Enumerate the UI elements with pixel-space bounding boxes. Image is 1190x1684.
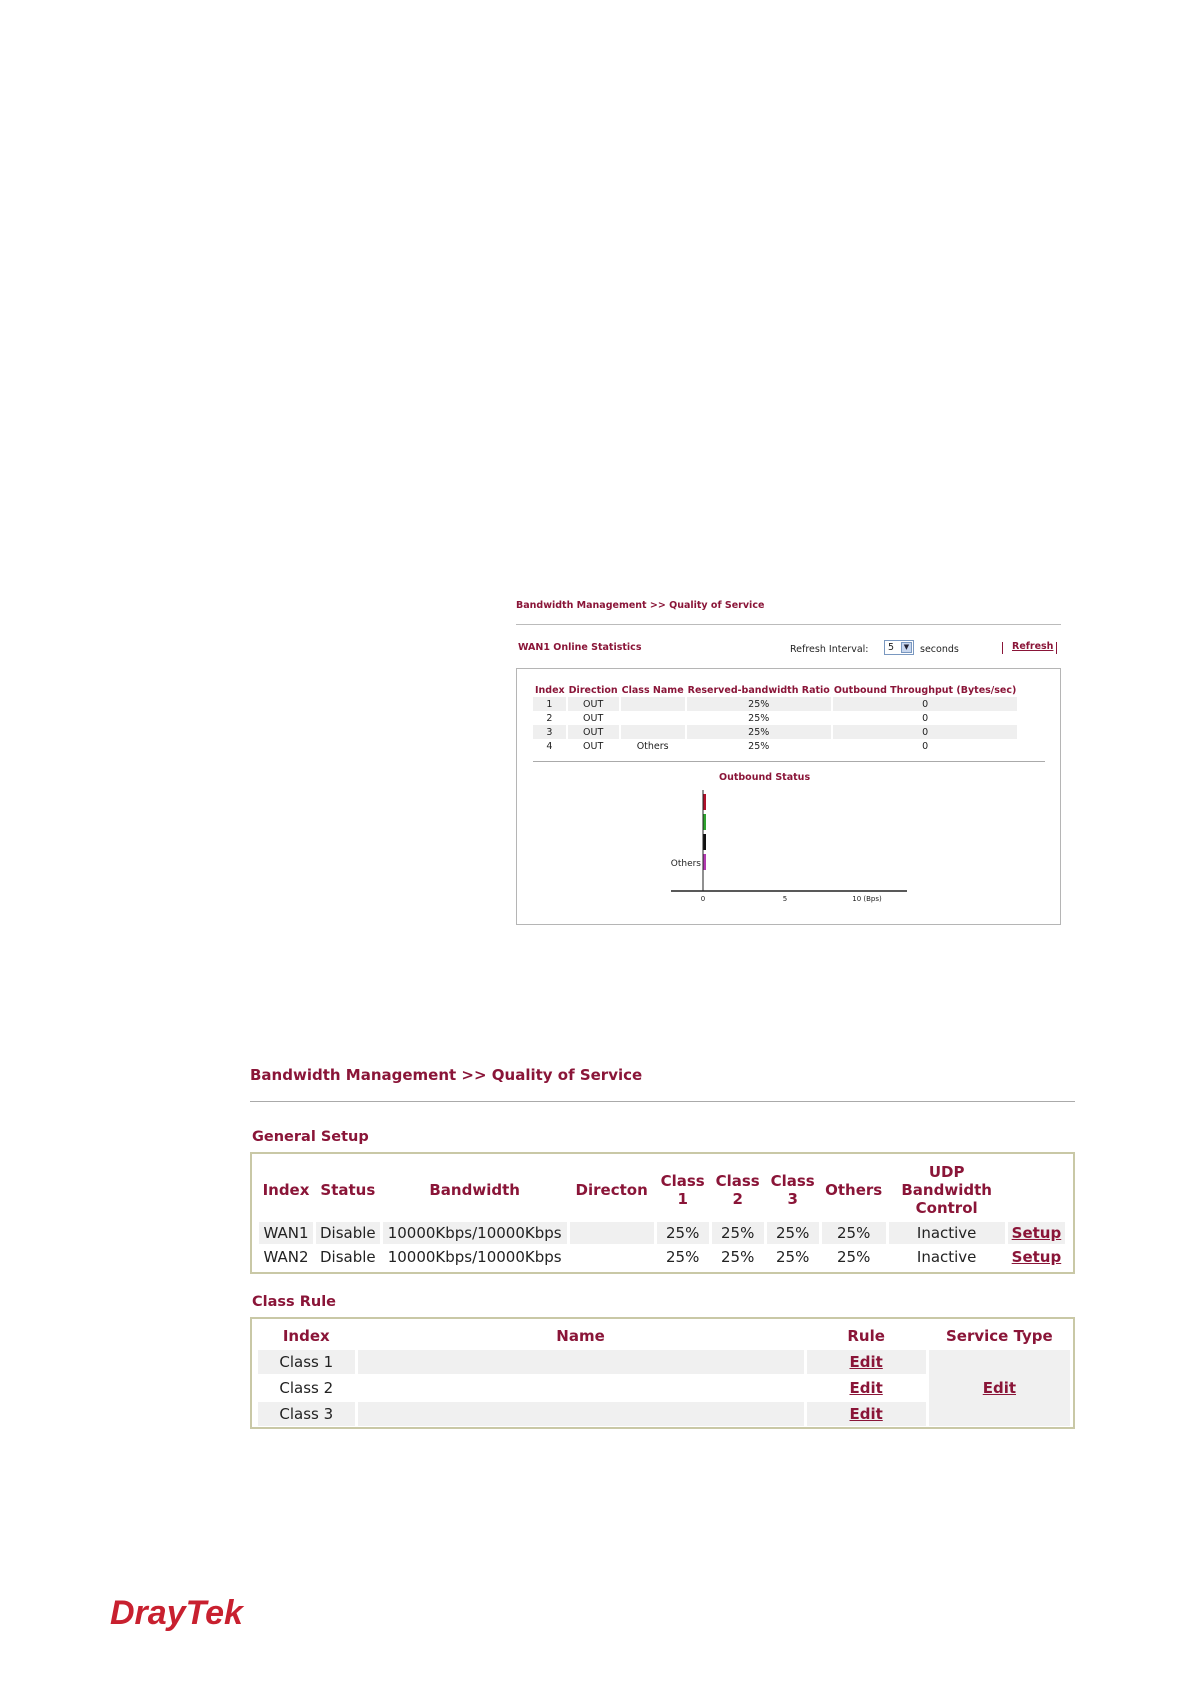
col-direction: Direction: [568, 684, 618, 696]
general-setup-title: General Setup: [252, 1129, 369, 1145]
statistics-table: [533, 683, 1019, 753]
cell-class-3: 25%: [767, 1222, 819, 1244]
col-throughput: Outbound Throughput (Bytes/sec): [833, 684, 1017, 696]
cell-index: Class 2: [279, 1379, 334, 1397]
table-row: [533, 739, 1018, 753]
col-status: Status: [320, 1181, 376, 1199]
qos-settings-screenshot: [250, 1066, 1075, 1446]
col-udp-line3: Control: [915, 1199, 978, 1217]
cell-ratio: 25%: [686, 711, 832, 725]
general-setup-table: [256, 1158, 1068, 1270]
draytek-logo: [110, 1592, 260, 1636]
col-bandwidth: Bandwidth: [429, 1181, 520, 1199]
table-row: [533, 711, 1018, 725]
chart-category-label: Others: [670, 859, 701, 869]
rule-edit-link-class-2[interactable]: Edit: [849, 1379, 883, 1397]
cell-class-name: Others: [620, 739, 686, 753]
divider: [1056, 642, 1057, 654]
class-rule-title: Class Rule: [252, 1294, 336, 1310]
cell-index: WAN2: [263, 1248, 309, 1266]
refresh-interval-label: Refresh Interval:: [790, 644, 869, 655]
class-rule-panel: [250, 1317, 1075, 1429]
breadcrumb: Bandwidth Management >> Quality of Service: [516, 600, 765, 611]
cell-throughput: 0: [832, 725, 1019, 739]
service-type-edit-link[interactable]: Edit: [982, 1379, 1017, 1397]
cell-direction: OUT: [567, 711, 620, 725]
cell-class-2: 25%: [720, 1248, 755, 1266]
cell-class-name: [620, 725, 686, 739]
cell-index: Class 1: [258, 1350, 355, 1374]
logo-text: DrayTek: [110, 1594, 243, 1632]
table-row: [259, 1222, 1065, 1244]
cell-others: 25%: [836, 1248, 871, 1266]
breadcrumb: Bandwidth Management >> Quality of Service: [250, 1066, 643, 1084]
chart-x-tick-label: 0: [700, 895, 706, 903]
col-class-1-line2: 1: [677, 1190, 688, 1208]
cell-direction: OUT: [567, 739, 620, 753]
col-action: [1008, 1160, 1066, 1220]
divider: [516, 624, 1061, 625]
cell-status: Disable: [320, 1248, 376, 1266]
rule-edit-link-class-3[interactable]: Edit: [849, 1405, 883, 1423]
cell-status: Disable: [316, 1222, 380, 1244]
cell-throughput: 0: [832, 739, 1019, 753]
cell-name: [358, 1376, 804, 1400]
table-row: [533, 725, 1018, 739]
col-udp-line1: UDP: [928, 1163, 965, 1181]
col-class-name: Class Name: [621, 684, 684, 696]
col-index: Index: [535, 684, 565, 696]
wan1-statistics-screenshot: [516, 600, 1061, 930]
col-rule: Rule: [847, 1327, 885, 1345]
rule-edit-link-class-1[interactable]: Edit: [849, 1353, 883, 1371]
cell-udp: Inactive: [916, 1248, 977, 1266]
cell-ratio: 25%: [686, 739, 832, 753]
cell-others: 25%: [822, 1222, 886, 1244]
col-class-2-line1: Class: [715, 1172, 760, 1190]
cell-direction: OUT: [567, 725, 620, 739]
col-index: Index: [282, 1327, 330, 1345]
cell-name: [358, 1402, 804, 1426]
draytek-logo-graphic: [110, 1592, 260, 1632]
cell-udp: Inactive: [889, 1222, 1005, 1244]
col-name: Name: [556, 1327, 605, 1345]
general-setup-panel: [250, 1152, 1075, 1274]
cell-index: 1: [533, 697, 567, 711]
divider: [533, 761, 1045, 762]
cell-throughput: 0: [832, 711, 1019, 725]
cell-class-3: 25%: [775, 1248, 810, 1266]
cell-bandwidth: 10000Kbps/10000Kbps: [383, 1222, 567, 1244]
statistics-panel: [516, 668, 1061, 925]
cell-class-name: [620, 711, 686, 725]
col-index: Index: [262, 1181, 310, 1199]
col-class-2-line2: 2: [732, 1190, 743, 1208]
col-udp-line2: Bandwidth: [901, 1181, 992, 1199]
cell-direction: [570, 1246, 654, 1268]
col-service-type: Service Type: [946, 1327, 1053, 1345]
cell-class-2: 25%: [712, 1222, 764, 1244]
cell-index: 3: [533, 725, 567, 739]
refresh-interval-select[interactable]: [884, 640, 914, 655]
table-row: [533, 697, 1018, 711]
cell-index: 2: [533, 711, 567, 725]
seconds-label: seconds: [920, 644, 959, 655]
col-class-3-line1: Class: [770, 1172, 815, 1190]
col-reserved-ratio: Reserved-bandwidth Ratio: [687, 684, 830, 696]
divider: [250, 1101, 1075, 1102]
cell-class-name: [620, 697, 686, 711]
cell-class-1: 25%: [657, 1222, 709, 1244]
cell-index: WAN1: [259, 1222, 313, 1244]
cell-ratio: 25%: [686, 725, 832, 739]
col-others: Others: [825, 1181, 883, 1199]
outbound-status-chart: [667, 769, 907, 909]
refresh-interval-value: 5: [888, 642, 895, 653]
class-rule-table: [255, 1322, 1073, 1428]
col-class-3: [767, 1160, 819, 1220]
cell-bandwidth: 10000Kbps/10000Kbps: [387, 1248, 562, 1266]
col-class-3-line2: 3: [787, 1190, 798, 1208]
table-row: [259, 1246, 1065, 1268]
col-class-2: [712, 1160, 764, 1220]
cell-ratio: 25%: [686, 697, 832, 711]
setup-link-wan1[interactable]: Setup: [1011, 1224, 1062, 1242]
table-row: [258, 1350, 1070, 1374]
cell-direction: OUT: [567, 697, 620, 711]
cell-name: [358, 1350, 804, 1374]
setup-link-wan2[interactable]: Setup: [1011, 1248, 1062, 1266]
col-udp-bandwidth-control: [889, 1160, 1005, 1220]
chart-title: Outbound Status: [719, 772, 811, 783]
col-class-1: [657, 1160, 709, 1220]
section-title: WAN1 Online Statistics: [518, 642, 642, 653]
cell-class-1: 25%: [665, 1248, 700, 1266]
chart-x-tick-label: 10 (Bps): [852, 895, 882, 903]
cell-direction: [570, 1222, 654, 1244]
cell-index: 4: [533, 739, 567, 753]
chevron-down-icon[interactable]: ▼: [901, 642, 912, 653]
chart-x-tick-label: 5: [782, 895, 788, 903]
divider: [1002, 642, 1003, 654]
refresh-link[interactable]: Refresh: [1012, 641, 1054, 652]
cell-index: Class 3: [258, 1402, 355, 1426]
col-direction: Directon: [575, 1181, 648, 1199]
col-class-1-line1: Class: [660, 1172, 705, 1190]
cell-throughput: 0: [832, 697, 1019, 711]
